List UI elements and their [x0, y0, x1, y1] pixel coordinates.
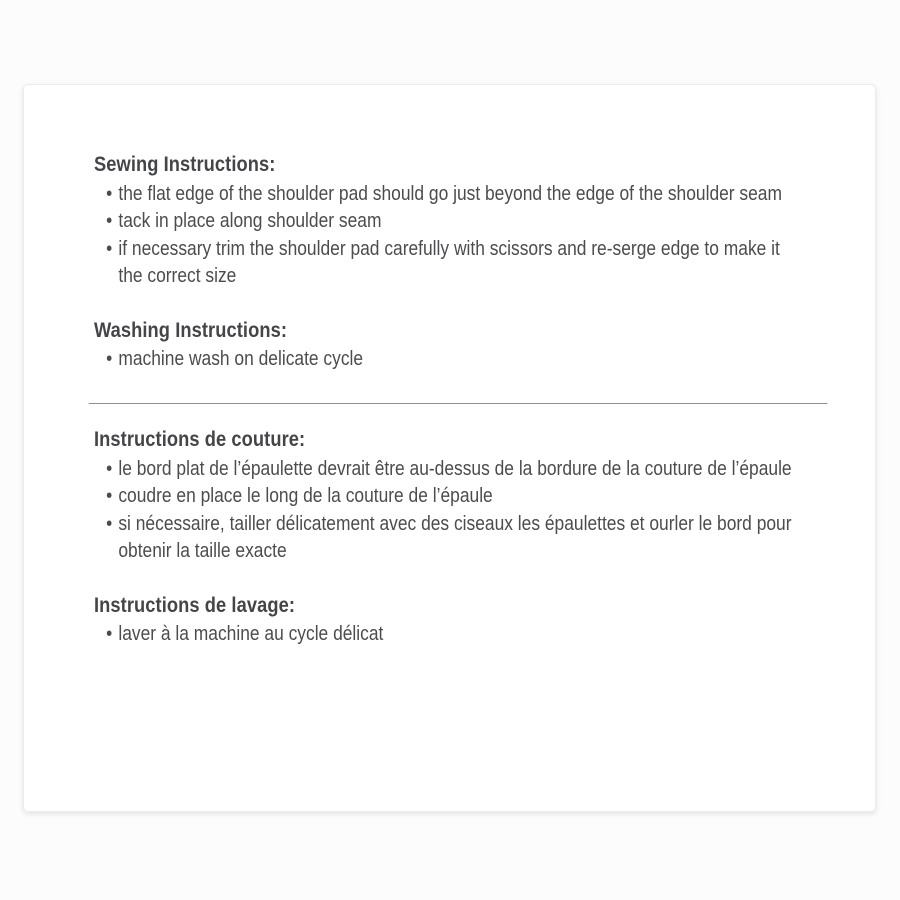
washing-french-heading: Instructions de lavage:	[94, 593, 295, 617]
section-washing-english	[94, 317, 830, 374]
washing-english-heading: Washing Instructions:	[94, 318, 287, 342]
washing-english-list	[94, 346, 830, 374]
list-item-text: if necessary trim the shoulder pad carefully with scissors and re-serge edge to make it the correct size	[118, 237, 780, 287]
sewing-french-heading: Instructions de couture:	[94, 428, 306, 451]
list-item	[94, 236, 830, 291]
list-item-text: le bord plat de l’épaulette devrait être au-dessus de la bordure de la couture de l’épaule	[118, 457, 792, 480]
card-content	[24, 85, 875, 649]
bullet-icon: •	[106, 512, 113, 535]
section-sewing-french	[94, 426, 830, 566]
bullet-icon: •	[106, 623, 113, 645]
list-item-text: laver à la machine au cycle délicat	[118, 623, 384, 645]
list-item	[94, 621, 830, 649]
bullet-icon: •	[106, 457, 113, 480]
bullet-icon: •	[106, 348, 113, 370]
list-item-text: coudre en place le long de la couture de l’épaule	[118, 485, 493, 507]
list-item	[94, 208, 830, 236]
list-item	[94, 456, 830, 484]
list-item-text: machine wash on delicate cycle	[118, 348, 364, 370]
list-item-text: si nécessaire, tailler délicatement avec des ciseaux les épaulettes et ourler le bord pour obtenir la taille exacte	[118, 512, 792, 562]
list-item-text: the flat edge of the shoulder pad should go just beyond the edge of the shoulder seam	[118, 182, 782, 205]
bullet-icon: •	[106, 237, 113, 260]
language-divider	[89, 403, 828, 405]
washing-french-list	[94, 621, 830, 649]
bullet-icon: •	[106, 182, 113, 205]
list-item	[94, 511, 830, 566]
list-item-text: tack in place along shoulder seam	[118, 210, 382, 232]
care-instructions-card	[23, 84, 876, 812]
sewing-french-list	[94, 456, 830, 566]
sewing-english-heading: Sewing Instructions:	[94, 153, 276, 176]
bullet-icon: •	[106, 210, 113, 232]
list-item	[94, 483, 830, 511]
section-sewing-english	[94, 151, 830, 291]
section-washing-french	[94, 592, 830, 649]
bullet-icon: •	[106, 485, 113, 507]
sewing-english-list	[94, 181, 830, 291]
text-block	[94, 151, 830, 649]
list-item	[94, 181, 830, 209]
list-item	[94, 346, 830, 374]
